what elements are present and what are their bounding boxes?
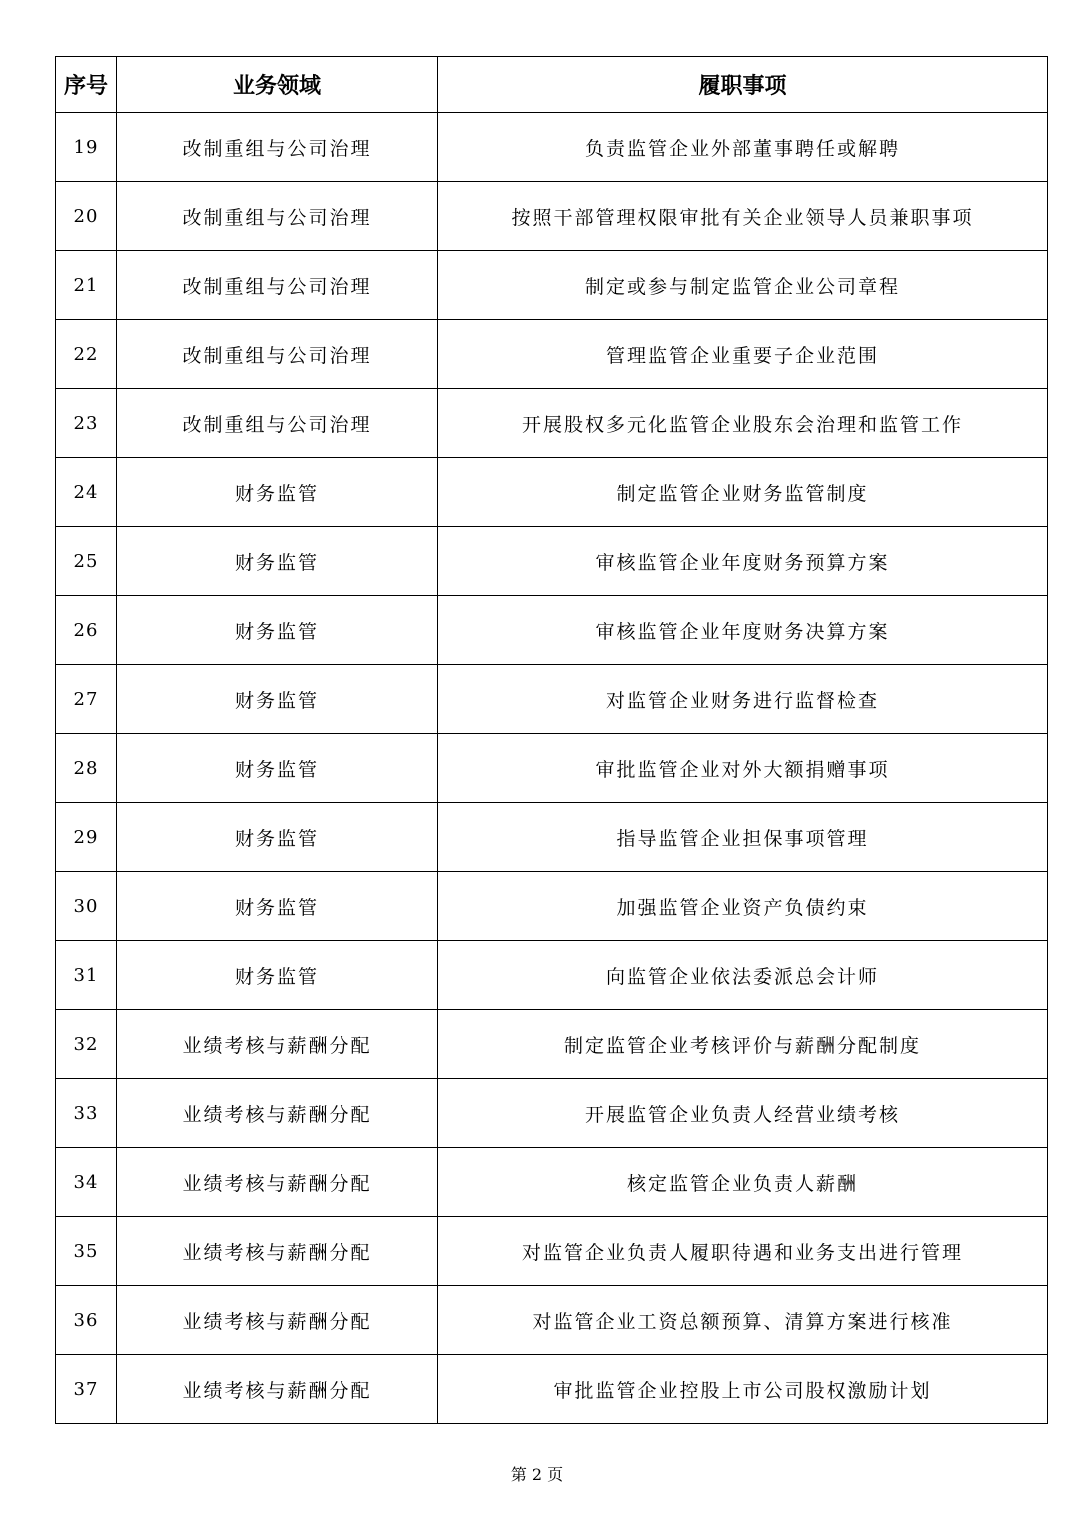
cell-duty-item: 审批监管企业对外大额捐赠事项 — [438, 734, 1048, 803]
table-row — [56, 665, 1048, 734]
cell-business-field: 业绩考核与薪酬分配 — [117, 1286, 438, 1355]
cell-duty-item: 对监管企业财务进行监督检查 — [438, 665, 1048, 734]
cell-duty-item: 开展监管企业负责人经营业绩考核 — [438, 1079, 1048, 1148]
table-row — [56, 1355, 1048, 1424]
table-row — [56, 734, 1048, 803]
cell-serial-number: 20 — [56, 182, 117, 251]
cell-serial-number: 23 — [56, 389, 117, 458]
cell-business-field: 业绩考核与薪酬分配 — [117, 1355, 438, 1424]
cell-serial-number: 25 — [56, 527, 117, 596]
cell-serial-number: 29 — [56, 803, 117, 872]
header-serial-number: 序号 — [56, 57, 117, 113]
cell-duty-item: 按照干部管理权限审批有关企业领导人员兼职事项 — [438, 182, 1048, 251]
cell-business-field: 财务监管 — [117, 458, 438, 527]
cell-duty-item: 对监管企业负责人履职待遇和业务支出进行管理 — [438, 1217, 1048, 1286]
table-row — [56, 596, 1048, 665]
table-row — [56, 1079, 1048, 1148]
table-row — [56, 389, 1048, 458]
cell-duty-item: 审核监管企业年度财务预算方案 — [438, 527, 1048, 596]
cell-duty-item: 制定监管企业考核评价与薪酬分配制度 — [438, 1010, 1048, 1079]
table-header-row — [56, 57, 1048, 113]
cell-serial-number: 35 — [56, 1217, 117, 1286]
table-row — [56, 320, 1048, 389]
table-row — [56, 1286, 1048, 1355]
cell-duty-item: 负责监管企业外部董事聘任或解聘 — [438, 113, 1048, 182]
header-duty-item: 履职事项 — [438, 57, 1048, 113]
table-row — [56, 113, 1048, 182]
header-business-field: 业务领域 — [117, 57, 438, 113]
cell-business-field: 财务监管 — [117, 665, 438, 734]
cell-business-field: 改制重组与公司治理 — [117, 320, 438, 389]
cell-serial-number: 30 — [56, 872, 117, 941]
cell-serial-number: 36 — [56, 1286, 117, 1355]
cell-business-field: 财务监管 — [117, 872, 438, 941]
cell-serial-number: 37 — [56, 1355, 117, 1424]
cell-duty-item: 指导监管企业担保事项管理 — [438, 803, 1048, 872]
cell-business-field: 财务监管 — [117, 734, 438, 803]
cell-serial-number: 31 — [56, 941, 117, 1010]
cell-business-field: 改制重组与公司治理 — [117, 389, 438, 458]
table-row — [56, 458, 1048, 527]
cell-duty-item: 审核监管企业年度财务决算方案 — [438, 596, 1048, 665]
cell-duty-item: 向监管企业依法委派总会计师 — [438, 941, 1048, 1010]
cell-serial-number: 24 — [56, 458, 117, 527]
cell-business-field: 改制重组与公司治理 — [117, 182, 438, 251]
table-row — [56, 1217, 1048, 1286]
page-number: 第 2 页 — [510, 1465, 564, 1484]
table-row — [56, 872, 1048, 941]
cell-business-field: 改制重组与公司治理 — [117, 113, 438, 182]
cell-business-field: 财务监管 — [117, 803, 438, 872]
cell-duty-item: 管理监管企业重要子企业范围 — [438, 320, 1048, 389]
table-row — [56, 941, 1048, 1010]
cell-duty-item: 制定或参与制定监管企业公司章程 — [438, 251, 1048, 320]
cell-duty-item: 制定监管企业财务监管制度 — [438, 458, 1048, 527]
cell-duty-item: 对监管企业工资总额预算、清算方案进行核准 — [438, 1286, 1048, 1355]
cell-duty-item: 开展股权多元化监管企业股东会治理和监管工作 — [438, 389, 1048, 458]
table-row — [56, 182, 1048, 251]
table-row — [56, 251, 1048, 320]
cell-serial-number: 21 — [56, 251, 117, 320]
cell-serial-number: 34 — [56, 1148, 117, 1217]
cell-duty-item: 核定监管企业负责人薪酬 — [438, 1148, 1048, 1217]
cell-business-field: 业绩考核与薪酬分配 — [117, 1010, 438, 1079]
cell-serial-number: 26 — [56, 596, 117, 665]
cell-serial-number: 19 — [56, 113, 117, 182]
cell-duty-item: 加强监管企业资产负债约束 — [438, 872, 1048, 941]
cell-business-field: 业绩考核与薪酬分配 — [117, 1217, 438, 1286]
cell-duty-item: 审批监管企业控股上市公司股权激励计划 — [438, 1355, 1048, 1424]
cell-serial-number: 33 — [56, 1079, 117, 1148]
cell-business-field: 改制重组与公司治理 — [117, 251, 438, 320]
cell-business-field: 财务监管 — [117, 941, 438, 1010]
cell-business-field: 业绩考核与薪酬分配 — [117, 1079, 438, 1148]
table-row — [56, 1010, 1048, 1079]
duties-table — [55, 56, 1048, 1424]
cell-business-field: 业绩考核与薪酬分配 — [117, 1148, 438, 1217]
cell-business-field: 财务监管 — [117, 527, 438, 596]
table-row — [56, 803, 1048, 872]
cell-business-field: 财务监管 — [117, 596, 438, 665]
cell-serial-number: 32 — [56, 1010, 117, 1079]
table-row — [56, 527, 1048, 596]
cell-serial-number: 22 — [56, 320, 117, 389]
table-row — [56, 1148, 1048, 1217]
cell-serial-number: 27 — [56, 665, 117, 734]
cell-serial-number: 28 — [56, 734, 117, 803]
